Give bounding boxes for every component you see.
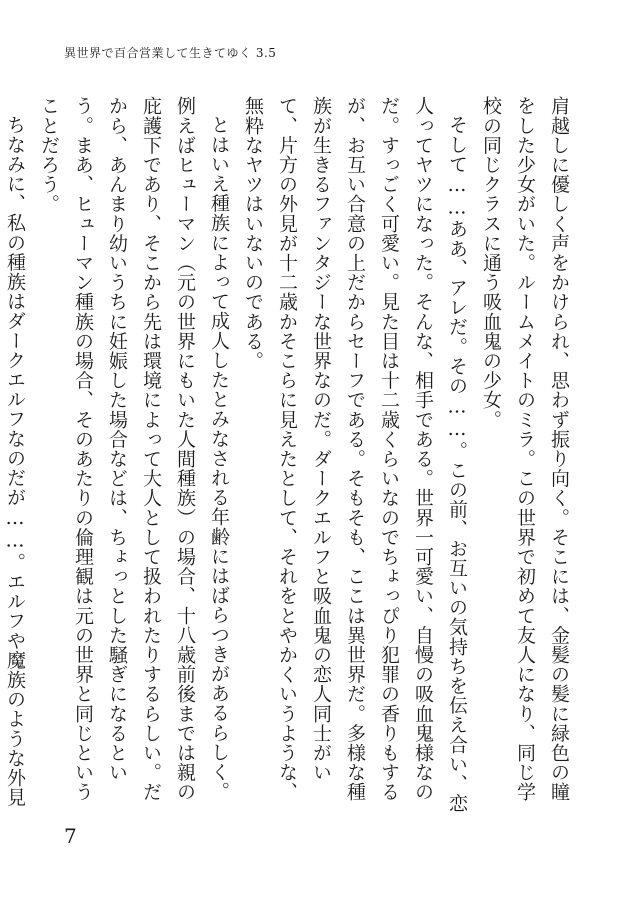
- running-header: 異世界で百合営業して生きてゆく 3.5: [64, 46, 277, 60]
- paragraph-2: そして……ああ、アレだ。その……。この前、お互いの気持ちを伝え合い、恋人ってヤツになった。そんな、相手である。世界一可愛い、自慢の吸血鬼様なのだ。すっごく可愛い。見た目は十二歳くらいなのでちょっぴり犯罪の香りもするが、お互い合意の上だからセーフである。そもそも、ここは異世界だ。多様な種族が生きるファンタジーな世界なのだ。ダークエルフと吸血鬼の恋人同士がいて、片方の外見が十二歳かそこらに見えたとして、それをとやかくいうような、無粋なヤツはいないのである。: [242, 96, 468, 813]
- paragraph-3: とはいえ種族によって成人したとみなされる年齢にはばらつきがあるらしく。例えばヒューマン（元の世界にもいた人間種族）の場合、十八歳前後までは親の庇護下であり、そこから先は環境によって大人として扱われたりするらしい。だから、あんまり幼いうちに妊娠した場合などは、ちょっとした騒ぎになるという。まあ、ヒューマン種族の場合、そのあたりの倫理観は元の世界と同じということだろう。: [38, 96, 230, 802]
- body-text: [4, 96, 576, 816]
- paragraph-1: 肩越しに優しく声をかけられ、思わず振り向く。そこには、金髪の髪に緑色の瞳をした少女がいた。ルームメイトのミラ。この世界で初めて友人になり、同じ学校の同じクラスに通う吸血鬼の少女。: [480, 96, 570, 802]
- paragraph-4: ちなみに、私の種族はダークエルフなのだが……。エルフや魔族のような外見: [4, 115, 26, 807]
- page-number: 7: [64, 824, 77, 848]
